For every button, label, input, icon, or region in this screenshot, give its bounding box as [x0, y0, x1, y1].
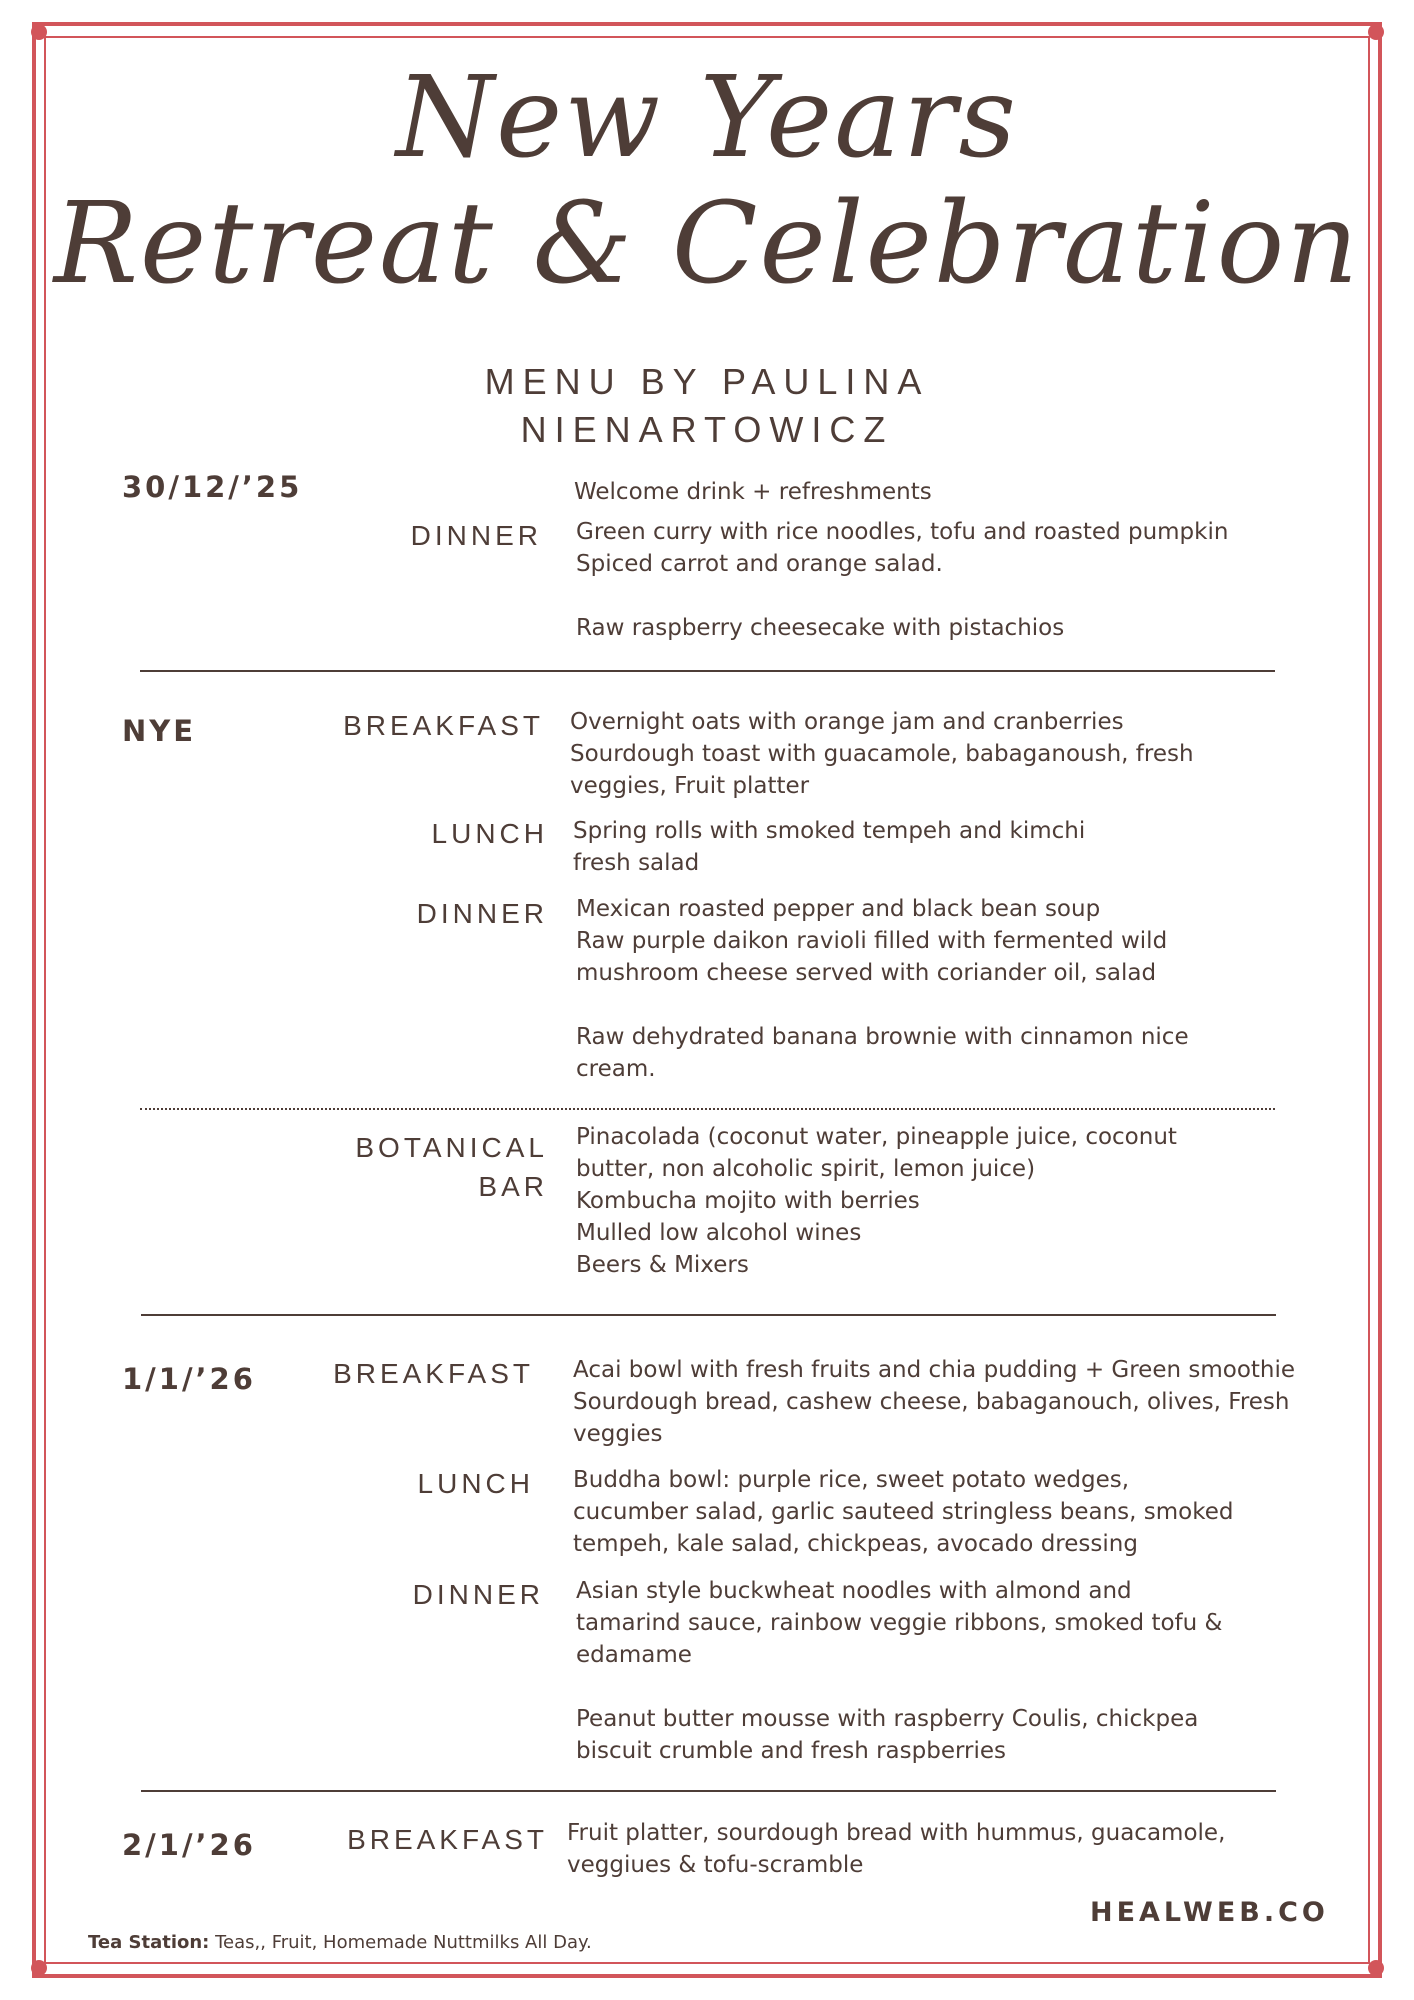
- section-divider-dotted: [140, 1108, 1275, 1110]
- title-line-1: New Years: [395, 53, 1019, 183]
- menu-item: cucumber salad, garlic sauteed stringless beans, smoked: [573, 1499, 1234, 1525]
- day-3-breakfast-label: BREAKFAST: [333, 1358, 534, 1389]
- menu-item: veggies, Fruit platter: [570, 773, 810, 799]
- menu-item: Mulled low alcohol wines: [576, 1220, 862, 1246]
- day-1-dinner-items: [576, 516, 1346, 644]
- day-4-breakfast-items: [567, 1817, 1337, 1881]
- menu-item: Spring rolls with smoked tempeh and kimchi: [573, 818, 1086, 844]
- menu-item: Welcome drink + refreshments: [574, 479, 932, 505]
- section-divider: [141, 1790, 1276, 1792]
- day-3-dinner-items: [576, 1575, 1346, 1767]
- menu-item: fresh salad: [573, 850, 700, 876]
- subtitle-line-2: NIENARTOWICZ: [520, 409, 894, 450]
- menu-item: Sourdough bread, cashew cheese, babaganouch, olives, Fresh: [573, 1389, 1290, 1415]
- tea-station-note: [88, 1932, 592, 1953]
- tea-station-label: Tea Station:: [88, 1932, 210, 1953]
- day-2-breakfast-label: BREAKFAST: [343, 710, 544, 741]
- menu-item: Mexican roasted pepper and black bean soup: [576, 896, 1101, 922]
- day-2-lunch-items: [573, 815, 1343, 879]
- day-3-dinner-label: DINNER: [412, 1579, 544, 1610]
- menu-item: Overnight oats with orange jam and cranberries: [570, 709, 1124, 735]
- menu-item: Beers & Mixers: [576, 1252, 749, 1278]
- menu-item: Peanut butter mousse with raspberry Coulis, chickpea: [576, 1706, 1199, 1732]
- day-3-breakfast-items: [573, 1354, 1343, 1450]
- day-1-date: 30/12/’25: [122, 470, 303, 504]
- section-divider: [140, 670, 1275, 672]
- menu-item: cream.: [576, 1056, 656, 1082]
- day-4-breakfast-label: BREAKFAST: [347, 1824, 548, 1855]
- day-3-lunch-items: [573, 1464, 1343, 1560]
- menu-item: mushroom cheese served with coriander oil, salad: [576, 960, 1157, 986]
- title-line-2: Retreat & Celebration: [53, 179, 1361, 309]
- menu-item: Kombucha mojito with berries: [576, 1188, 920, 1214]
- day-2-bar-items: [576, 1121, 1346, 1281]
- menu-item: biscuit crumble and fresh raspberries: [576, 1738, 1007, 1764]
- day-2-dinner-label: DINNER: [416, 898, 548, 929]
- bar-label-line-2: BAR: [478, 1171, 548, 1202]
- day-2-bar-label: [330, 1128, 548, 1206]
- day-2-lunch-label: LUNCH: [431, 818, 548, 849]
- corner-dot-icon: [31, 1960, 47, 1976]
- menu-item: Raw dehydrated banana brownie with cinnamon nice: [576, 1024, 1189, 1050]
- corner-dot-icon: [31, 24, 47, 40]
- section-divider: [141, 1314, 1276, 1316]
- menu-item: Asian style buckwheat noodles with almond and: [576, 1578, 1132, 1604]
- corner-dot-icon: [1368, 1960, 1384, 1976]
- menu-item: Fruit platter, sourdough bread with hummus, guacamole,: [567, 1820, 1226, 1846]
- menu-item: tempeh, kale salad, chickpeas, avocado dressing: [573, 1531, 1138, 1557]
- subtitle-line-1: MENU BY PAULINA: [484, 361, 930, 402]
- menu-item: edamame: [576, 1642, 692, 1668]
- menu-item: butter, non alcoholic spirit, lemon juice): [576, 1156, 1036, 1182]
- tea-station-text: Teas,, Fruit, Homemade Nuttmilks All Day.: [209, 1932, 592, 1953]
- menu-item: Raw raspberry cheesecake with pistachios: [576, 615, 1065, 641]
- menu-item: veggies: [573, 1421, 663, 1447]
- menu-item: Sourdough toast with guacamole, babaganoush, fresh: [570, 741, 1194, 767]
- brand-footer: HEALWEB.CO: [1090, 1897, 1329, 1928]
- menu-item: Green curry with rice noodles, tofu and roasted pumpkin: [576, 519, 1229, 545]
- menu-item: Raw purple daikon ravioli filled with fermented wild: [576, 928, 1168, 954]
- menu-item: Buddha bowl: purple rice, sweet potato wedges,: [573, 1467, 1130, 1493]
- menu-item: Spiced carrot and orange salad.: [576, 551, 943, 577]
- day-2-date: NYE: [122, 714, 197, 748]
- day-2-dinner-items: [576, 893, 1346, 1085]
- menu-item: Pinacolada (coconut water, pineapple juice, coconut: [576, 1124, 1177, 1150]
- day-3-lunch-label: LUNCH: [417, 1468, 534, 1499]
- menu-item: Acai bowl with fresh fruits and chia pudding + Green smoothie: [573, 1357, 1296, 1383]
- day-4-date: 2/1/’26: [122, 1828, 256, 1862]
- day-3-date: 1/1/’26: [122, 1362, 256, 1396]
- menu-item: veggiues & tofu-scramble: [567, 1852, 864, 1878]
- day-1-dinner-label: DINNER: [410, 520, 542, 551]
- corner-dot-icon: [1368, 24, 1384, 40]
- day-2-breakfast-items: [570, 706, 1340, 802]
- menu-item: tamarind sauce, rainbow veggie ribbons, smoked tofu &: [576, 1610, 1223, 1636]
- bar-label-line-1: BOTANICAL: [355, 1132, 548, 1163]
- day-1-welcome: [574, 476, 1344, 508]
